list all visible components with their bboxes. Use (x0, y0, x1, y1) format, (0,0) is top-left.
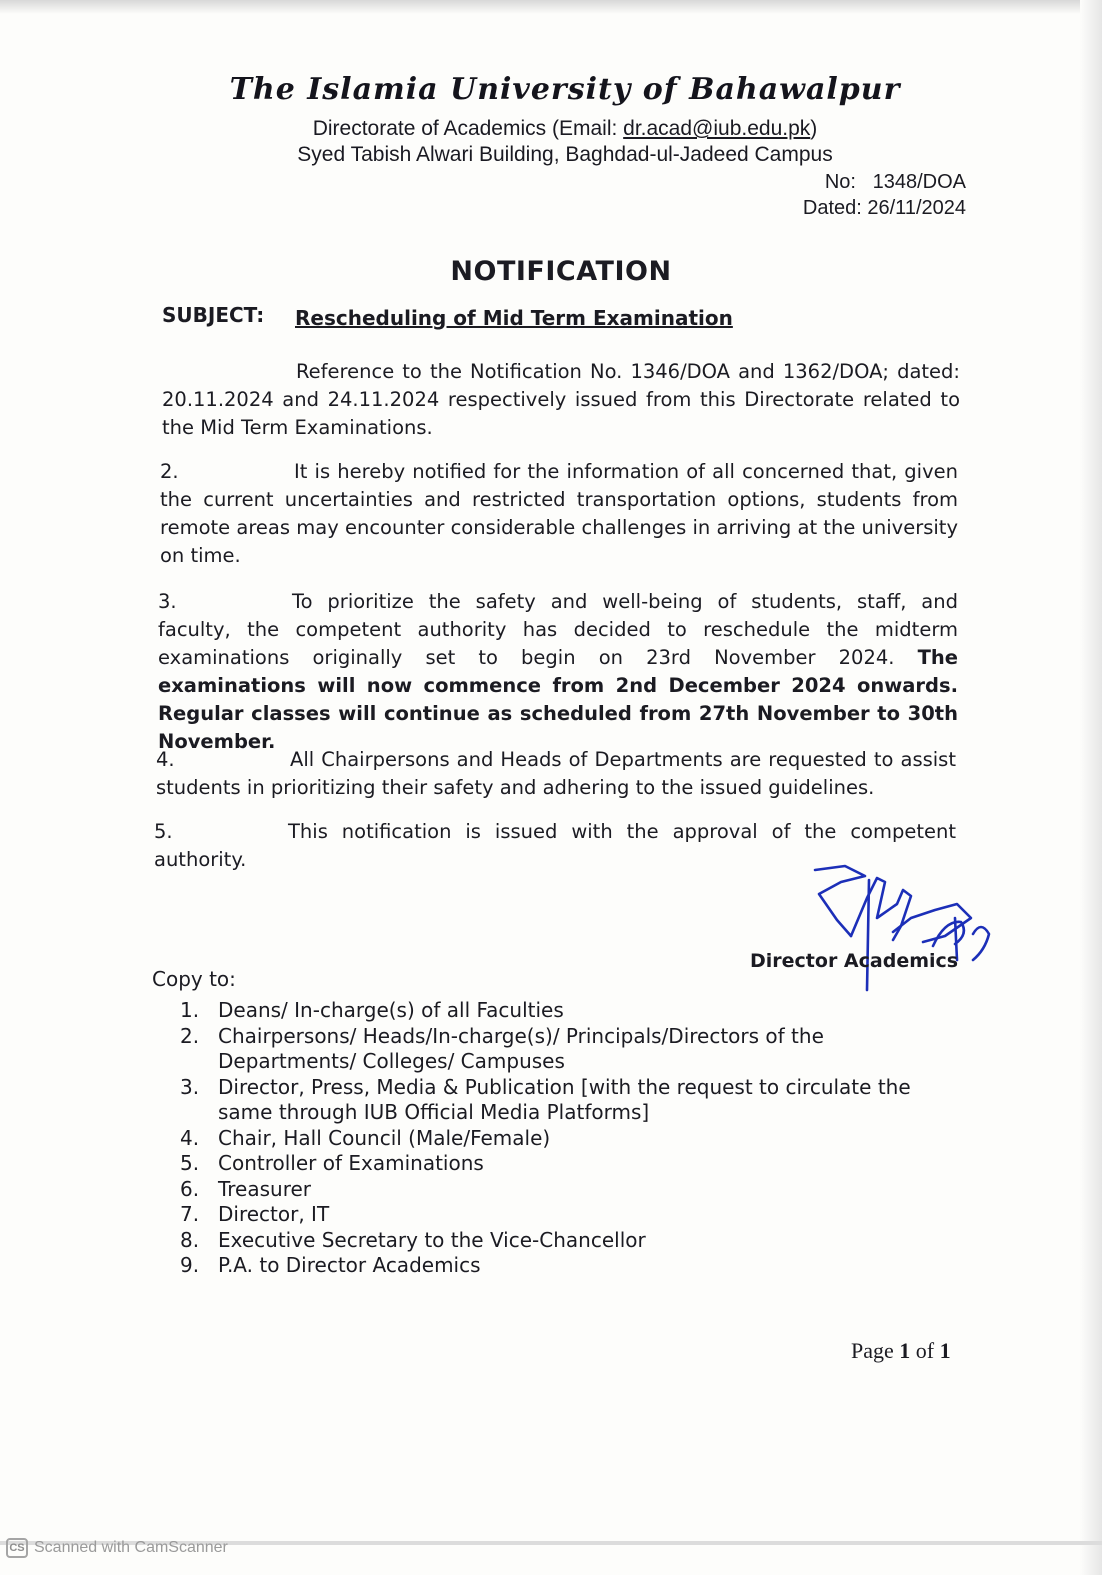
page-current: 1 (899, 1338, 911, 1363)
list-item (180, 1253, 940, 1279)
list-item-text: Executive Secretary to the Vice-Chancellor (218, 1227, 646, 1252)
paragraph-2: 2. It is hereby notified for the information of all concerned that, given the current uncertainties and restricted transportation options, students from remote areas may encounter considerable challenges in arriving at the university on time. (160, 460, 958, 567)
directorate-suffix: ) (810, 117, 818, 140)
list-item (180, 1228, 940, 1254)
list-item-number: 7. (180, 1202, 200, 1226)
list-item-number: 4. (180, 1125, 200, 1150)
list-item-text: Controller of Examinations (218, 1151, 484, 1175)
reference-number: No: 1348/DOA (824, 171, 966, 193)
paragraph-3: 3. To prioritize the safety and well-being of students, staff, and faculty, the competent authority has decided to reschedule the midterm examinations originally set to begin on 23rd November 2024. The examinations will now commence from 2nd December 2024 onwards. Regular classes will continue as scheduled from 27th November to 30th November. (158, 590, 958, 753)
paragraph-1 (162, 358, 960, 442)
paragraph-5-text: This notification is issued with the approval of the competent authority. (154, 820, 956, 871)
scan-edge-top (0, 0, 1102, 14)
page-number (851, 1338, 951, 1364)
list-item-number: 5. (180, 1151, 200, 1175)
email-link[interactable]: dr.acad@iub.edu.pk (623, 117, 811, 140)
list-item-text: Deans/ In-charge(s) of all Faculties (218, 998, 564, 1022)
page-total: 1 (939, 1338, 951, 1363)
list-item-text: Director, Press, Media & Publication [with the request to circulate the same through IUB Official Media Platforms] (218, 1074, 911, 1124)
list-item (180, 1126, 940, 1152)
university-name: The Islamia University of Bahawalpur (229, 72, 901, 107)
list-item (180, 998, 940, 1024)
scan-edge-right (1080, 0, 1102, 1575)
list-item-number: 8. (180, 1227, 200, 1252)
list-item-text: Chair, Hall Council (Male/Female) (218, 1125, 551, 1150)
paragraph-4-text: All Chairpersons and Heads of Departments are requested to assist students in prioritizing their safety and adhering to the issued guidelines. (156, 748, 956, 799)
list-item (180, 1202, 940, 1228)
list-item (180, 1177, 940, 1203)
signatory-title: Director Academics (750, 950, 959, 972)
list-item-text: Treasurer (218, 1176, 312, 1201)
list-item (180, 1151, 940, 1177)
directorate-line (0, 117, 1102, 141)
copy-to-label: Copy to: (152, 967, 236, 991)
list-item-number: 1. (180, 998, 200, 1022)
camscanner-label: Scanned with CamScanner (34, 1539, 228, 1556)
paragraph-3-text: To prioritize the safety and well-being of students, staff, and faculty, the competent authority has decided to reschedule the midterm examinations originally set to begin on 23rd November 2024. (158, 590, 958, 669)
camscanner-watermark (6, 1538, 228, 1558)
list-item-number: 9. (180, 1253, 200, 1277)
directorate-label: Directorate of Academics (Email: (312, 117, 624, 140)
camscanner-logo-icon: CS (6, 1538, 28, 1558)
list-item-number: 2. (180, 1023, 200, 1048)
reference-date: Dated: 26/11/2024 (802, 197, 966, 219)
paragraph-1-text: Reference to the Notification No. 1346/DOA and 1362/DOA; dated: 20.11.2024 and 24.11.2024 respectively issued from this Directorate related to the Mid Term Examinations. (162, 360, 960, 439)
paragraph-3-bold-text: The examinations will now commence from 2nd December 2024 onwards. Regular classes will continue as scheduled from 27th November to 30th November. (158, 646, 958, 753)
list-item-number: 3. (180, 1074, 200, 1099)
page-word: Page (851, 1338, 900, 1363)
subject-text: Rescheduling of Mid Term Examination (295, 306, 733, 330)
list-item-text: Director, IT (218, 1202, 330, 1226)
notification-title: NOTIFICATION (450, 256, 672, 287)
paragraph-5: 5. This notification is issued with the approval of the competent authority. (154, 820, 956, 871)
list-item-number: 6. (180, 1176, 200, 1201)
list-item (180, 1075, 940, 1126)
copy-to-list (180, 998, 940, 1279)
list-item-text: P.A. to Director Academics (218, 1253, 481, 1277)
handwritten-signature (805, 860, 1045, 1010)
paragraph-4: 4. All Chairpersons and Heads of Departments are requested to assist students in prioritizing their safety and adhering to the issued guidelines. (156, 748, 956, 799)
paragraph-2-text: It is hereby notified for the information of all concerned that, given the current uncertainties and restricted transportation options, students from remote areas may encounter considerable challenges in arriving at the university on time. (160, 460, 958, 567)
list-item (180, 1024, 940, 1075)
address-line: Syed Tabish Alwari Building, Baghdad-ul-Jadeed Campus (297, 143, 833, 166)
list-item-text: Chairpersons/ Heads/In-charge(s)/ Principals/Directors of the Departments/ Colleges/ Campuses (218, 1023, 824, 1073)
page-of: of (910, 1338, 940, 1363)
subject-label: SUBJECT: (162, 303, 265, 327)
